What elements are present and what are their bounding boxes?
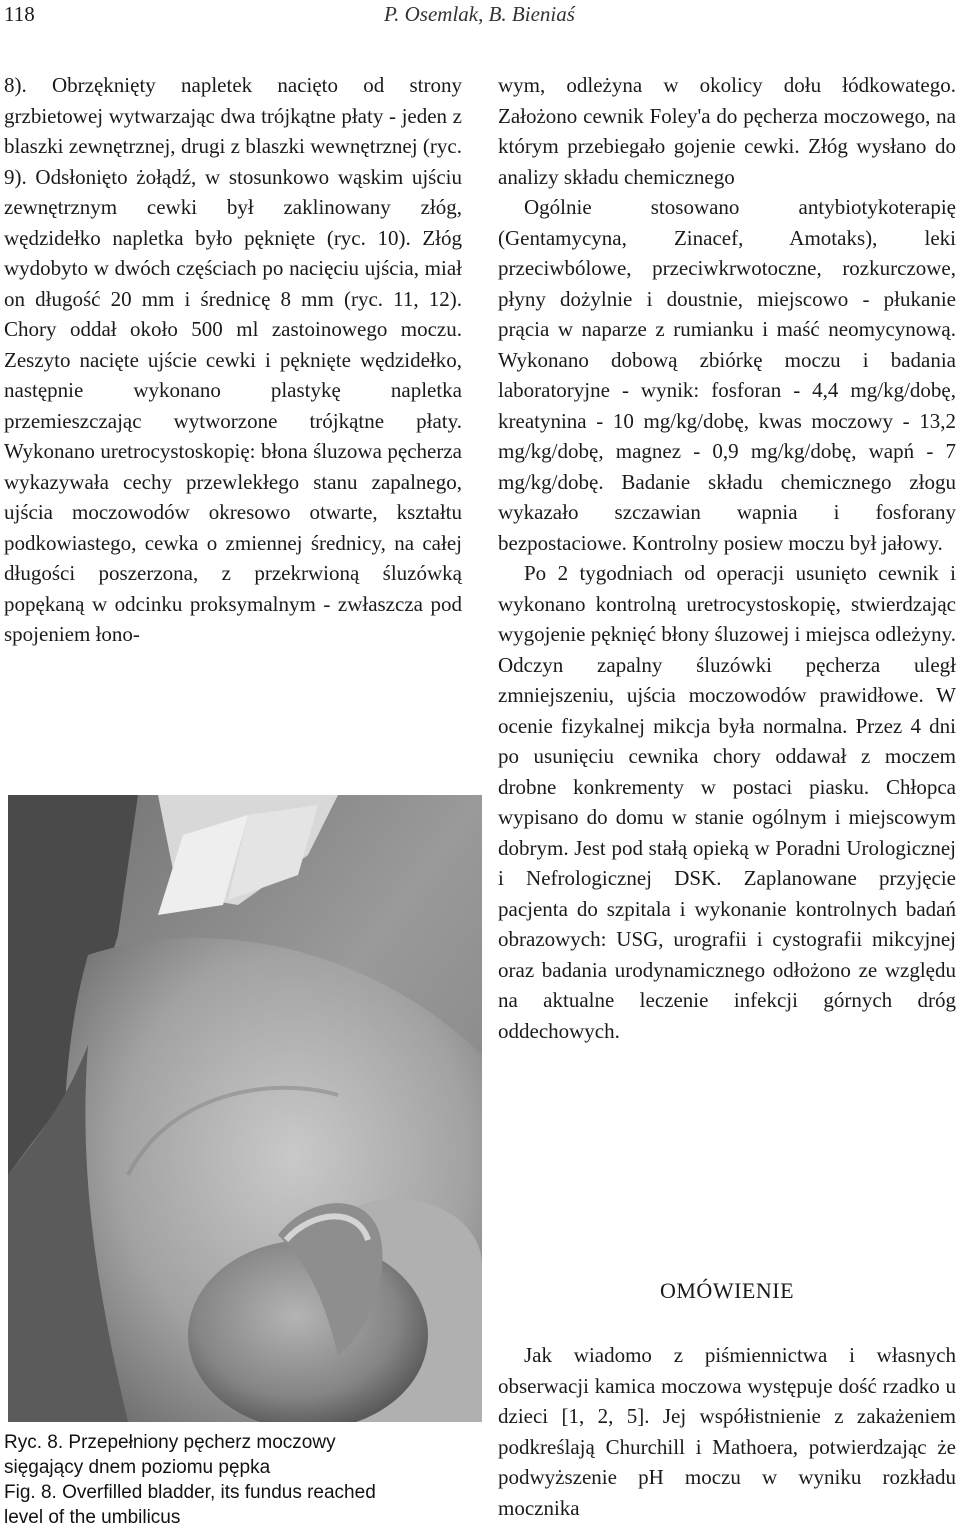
body-paragraph: 8). Obrzęknięty napletek nacięto od strony grzbietowej wytwarzając dwa trójkątne płaty - jeden z blaszki zewnętrznej, drugi z blaszki wewnętrznej (ryc. 9). Odsłonięto żołądź, w stosunkowo wąskim ujściu zewnętrznym cewki był zaklinowany złóg, wędzidełko napletka było pęknięte (ryc. 10). Złóg wydobyto w dwóch częściach po nacięciu ujścia, miał on długość 20 mm i średnicę 8 mm (ryc. 11, 12). Chory oddał około 500 ml zastoinowego moczu. Zeszyto nacięte ujście cewki i pęknięte wędzidełko, następnie wykonano plastykę napletka przemieszczając wytworzone trójkątne płaty. Wykonano uretrocystoskopię: błona śluzowa pęcherza wykazywała cechy przewlekłego stanu zapalnego, ujścia moczowodów okresowo otwarte, kształtu podkowiastego, cewka o zmiennej średnicy, na całej długości poszerzona, z przekrwioną śluzówką popękaną w odcinku proksymalnym - zwłaszcza pod spojeniem łono- <box>4 73 462 646</box>
body-paragraph: Jak wiadomo z piśmiennictwa i własnych obserwacji kamica moczowa występuje dość rzadko u dzieci [1, 2, 5]. Jej współistnienie z zakażeniem podkreślają Churchill i Mathoera, potwierdzając że podwyższenie pH moczu w wyniku rozkładu mocznika <box>498 1343 956 1520</box>
running-head: P. Osemlak, B. Bieniaś <box>384 2 575 26</box>
body-paragraph: wym, odleżyna w okolicy dołu łódkowatego. Założono cewnik Foley'a do pęcherza moczowego, na którym przebiegało gojenie cewki. Złóg wysłano do analizy składu chemicznego <box>498 73 956 189</box>
body-paragraph: Ogólnie stosowano antybiotykoterapię (Gentamycyna, Zinacef, Amotaks), leki przeciwbólowe, przeciwkrwotoczne, rozkurczowe, płyny dożylnie i doustnie, miejscowo - płukanie prącia w naparze z rumianku i maść neomycynową. Wykonano dobową zbiórkę moczu i badania laboratoryjne - wynik: fosforan - 4,4 mg/kg/dobę, kreatynina - 10 mg/kg/dobę, kwas moczowy - 13,2 mg/kg/dobę, magnez - 0,9 mg/kg/dobę, wapń - 7 mg/kg/dobę. Badanie składu chemicznego złogu wykazało szczawian wapnia i fosforany bezpostaciowe. Kontrolny posiew moczu był jałowy. <box>498 195 956 555</box>
figure-caption <box>4 1430 484 1530</box>
discussion-column <box>498 1340 956 1523</box>
left-column <box>4 70 462 650</box>
caption-english-line-1: Fig. 8. Overfilled bladder, its fundus reached <box>4 1482 376 1503</box>
right-column <box>498 70 956 1046</box>
section-heading: OMÓWIENIE <box>659 1278 795 1303</box>
caption-polish-line-2: sięgający dnem poziomu pępka <box>4 1457 271 1478</box>
figure-photo <box>8 795 482 1422</box>
body-paragraph: Po 2 tygodniach od operacji usunięto cewnik i wykonano kontrolną uretrocystoskopię, stwierdzając wygojenie pęknięć błony śluzowej i miejsca odleżyny. Odczyn zapalny śluzówki pęcherza uległ zmniejszeniu, ujścia moczowodów prawidłowe. W ocenie fizykalnej mikcja była normalna. Przez 4 dni po usunięciu cewnika chory oddawał z moczem drobne konkrementy w postaci piasku. Chłopca wypisano do domu w stanie ogólnym i miejscowym dobrym. Jest pod stałą opieką w Poradni Urologicznej i Nefrologicznej DSK. Zaplanowane przyjęcie pacjenta do szpitala i wykonanie kontrolnych badań obrazowych: USG, urografii i cystografii mikcyjnej oraz badania urodynamicznego odłożono ze względu na aktualne leczenie infekcji górnych dróg oddechowych. <box>498 561 956 1043</box>
caption-english-line-2: level of the umbilicus <box>4 1507 181 1528</box>
caption-polish-line-1: Ryc. 8. Przepełniony pęcherz moczowy <box>4 1432 336 1453</box>
clinical-photo-illustration <box>8 795 482 1422</box>
page-number: 118 <box>4 2 35 26</box>
